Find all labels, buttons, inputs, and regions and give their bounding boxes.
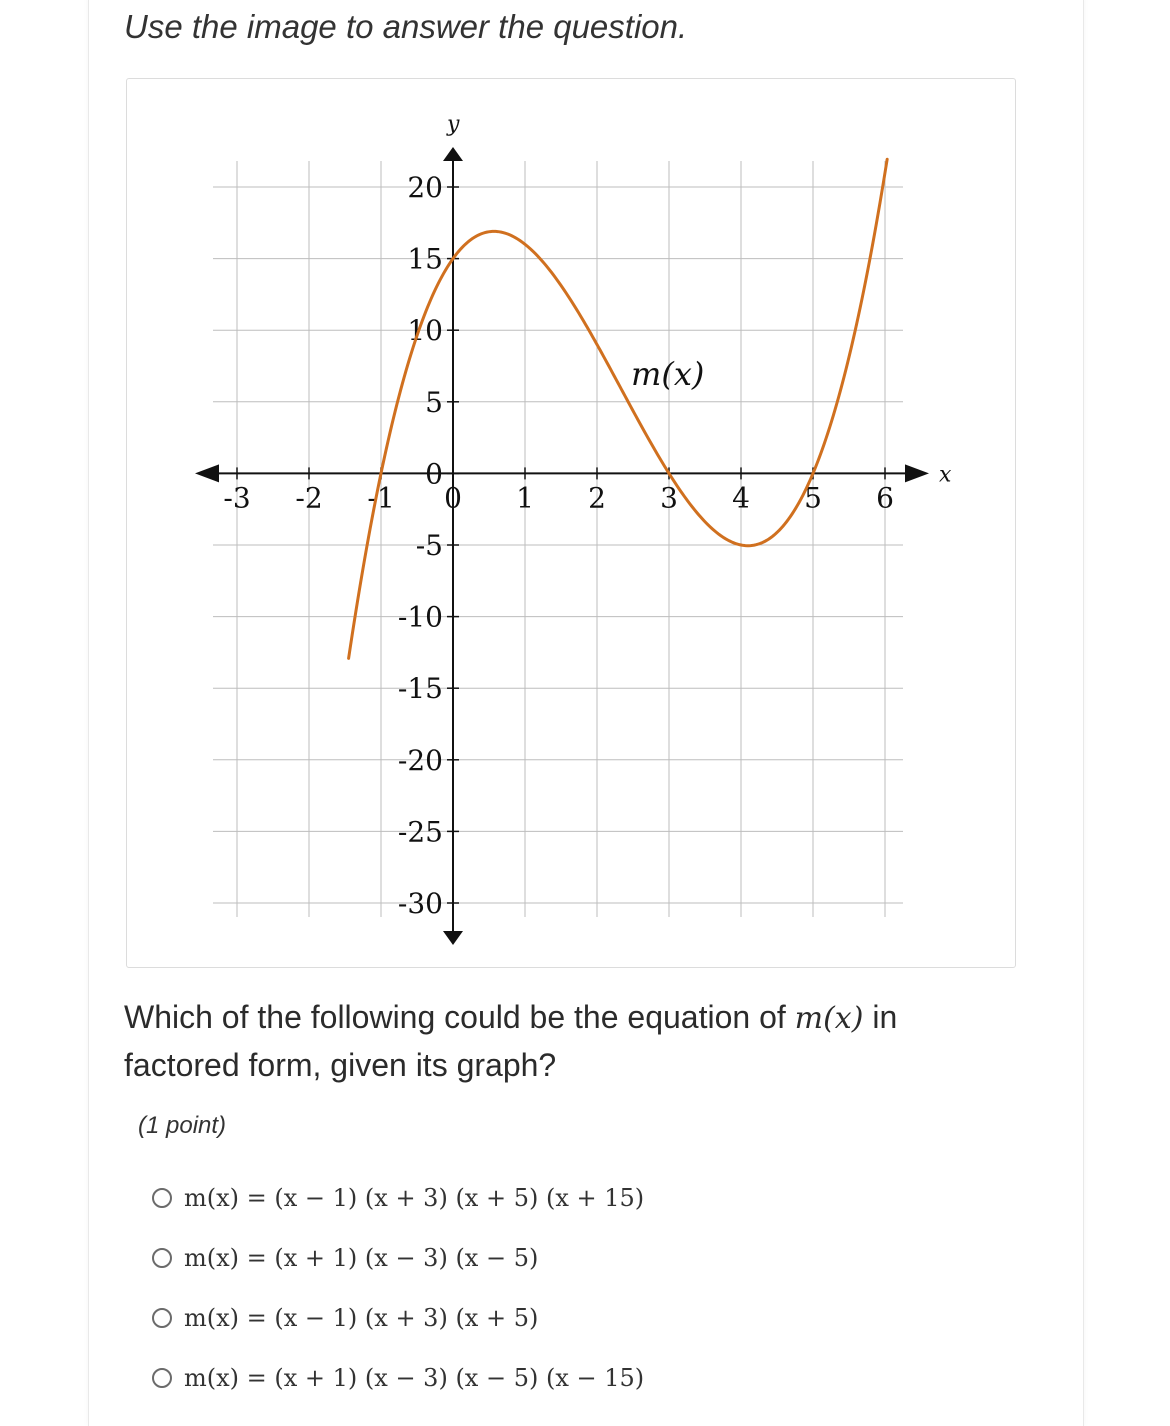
x-tick-label: -3 xyxy=(223,481,251,515)
x-axis-label: x xyxy=(939,462,952,488)
y-tick-label: -10 xyxy=(397,600,443,634)
function-graph xyxy=(127,79,1015,967)
y-tick-label: -15 xyxy=(397,672,443,706)
answer-choice-3-text: m(x) = (x − 1) (x + 3) (x + 5) xyxy=(184,1304,539,1332)
answer-choice-4[interactable] xyxy=(152,1358,644,1398)
radio-button-icon[interactable] xyxy=(152,1248,172,1268)
y-tick-label: -25 xyxy=(397,815,443,849)
function-label: m(x) xyxy=(631,355,705,393)
points-label: (1 point) xyxy=(138,1112,227,1139)
y-tick-label: -30 xyxy=(397,887,443,920)
y-axis-label: y xyxy=(447,112,460,137)
x-tick-label: 4 xyxy=(732,481,750,515)
y-tick-label: 5 xyxy=(425,385,443,419)
question-text-before: Which of the following could be the equation of xyxy=(124,999,795,1035)
x-tick-label: 6 xyxy=(876,481,894,515)
answer-choice-2-text: m(x) = (x + 1) (x − 3) (x − 5) xyxy=(184,1244,539,1272)
question-text-after: in factored form, given its graph? xyxy=(124,999,898,1083)
y-axis-up-arrow-icon xyxy=(443,147,463,161)
x-tick-label: 5 xyxy=(804,481,822,515)
answer-choice-1[interactable] xyxy=(152,1178,644,1218)
radio-button-icon[interactable] xyxy=(152,1308,172,1328)
x-tick-label: 1 xyxy=(516,481,534,515)
y-tick-label: 10 xyxy=(407,314,443,348)
x-axis-left-arrow-icon xyxy=(195,464,219,482)
answer-choice-2[interactable] xyxy=(152,1238,538,1278)
y-axis-down-arrow-icon xyxy=(443,931,463,945)
graph-figure xyxy=(126,78,1016,968)
answer-choice-4-text: m(x) = (x + 1) (x − 3) (x − 5) (x − 15) xyxy=(184,1364,645,1392)
radio-button-icon[interactable] xyxy=(152,1188,172,1208)
question-text xyxy=(124,994,1004,1088)
x-tick-label: -2 xyxy=(295,481,323,515)
y-tick-label: 20 xyxy=(407,171,443,204)
y-tick-label: 0 xyxy=(425,457,443,491)
y-tick-label: -20 xyxy=(397,743,443,777)
y-tick-label: -5 xyxy=(415,529,443,562)
x-tick-label: -1 xyxy=(367,481,395,515)
answer-choice-1-text: m(x) = (x − 1) (x + 3) (x + 5) (x + 15) xyxy=(184,1184,645,1212)
question-math: m(x) xyxy=(794,1001,864,1036)
y-tick-label: 15 xyxy=(407,242,443,276)
x-tick-label: 3 xyxy=(660,481,678,515)
radio-button-icon[interactable] xyxy=(152,1368,172,1388)
x-tick-label: 0 xyxy=(444,481,462,515)
instruction-text: Use the image to answer the question. xyxy=(124,8,688,45)
x-axis-right-arrow-icon xyxy=(905,464,929,482)
x-tick-label: 2 xyxy=(588,481,606,515)
answer-choice-3[interactable] xyxy=(152,1298,538,1338)
